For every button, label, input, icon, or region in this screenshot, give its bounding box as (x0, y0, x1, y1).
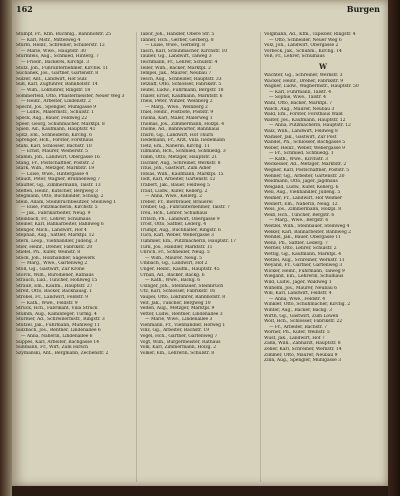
directory-entry: Specht, Jos., Spengler, Mühlgasse 9 (16, 104, 97, 110)
directory-entry: Sommerfeld, Otto, Pflastermeister, Neuer Weg 3 (16, 93, 125, 99)
directory-entry: Speer, Georg, Schuhmacher, Marktpl. 8 (16, 121, 105, 127)
directory-entry: Stephan, Aug., Sattler, Marktpl. 12 (16, 233, 95, 239)
directory-entry: Stenger, Mich., Landwirt, Hof 4 (16, 227, 87, 233)
directory-entry: Wettig, Gg., Kaufmann, Marktpl. 4 (264, 251, 342, 257)
directory-entry: Umbach, Gg., Landwirt, Hof 2 (140, 261, 208, 267)
directory-entry: Suppes, Karl, Arbeiter, Bachgasse 14 (16, 339, 100, 345)
directory-entry: Sturmfels, Aug., Schmied, Hinterg. 7 (16, 54, 99, 60)
directory-entry: Weigand, Ludw., Küfer, Kellerg. 6 (264, 184, 339, 190)
directory-entry: Sprenger, Hch., Förster, Forsthaus (16, 138, 94, 144)
directory-entry: Vogel, Hch., Gärtner, Gartenweg 7 (140, 334, 218, 340)
directory-columns (16, 32, 384, 482)
directory-entry: Wiegand, Em., Lehrerin, Schulhaus (264, 274, 344, 280)
directory-entry: Utz, Karl, Schlosser, Fabrikstr. 16 (140, 289, 216, 295)
directory-entry: Tischler, Aug., Schreiner, Werkstr. 8 (140, 160, 221, 166)
book-bottom-edge (12, 486, 388, 496)
directory-entry: Wicker, Heinr., Fuhrmann, Talweg 9 (264, 268, 345, 274)
directory-entry: Stiefel, Ph., Küfer, Weinstr. 8 (16, 250, 81, 256)
directory-entry: Tauber, Gg., Landwirt, Talweg 3 (140, 54, 212, 60)
book-spine (0, 0, 12, 496)
directory-entry: Sulzer, Ant., Landwirt, Hof Sulz (16, 76, 87, 82)
directory-entry: Werner, Otto, Lehrer, Schulstr. 2 (264, 246, 337, 252)
directory-entry: Stützel, Jak., Fuhrmann, Mühlweg 11 (16, 322, 100, 328)
directory-entry: Ullrich, Fr., Schneider, Neug. 5 (140, 250, 210, 256)
directory-entry: Trumpf, Aug., Buchhalter, Ringstr. 6 (140, 227, 221, 233)
directory-entry: Teller, Wilh., Bäcker, Marktpl. 2 (140, 65, 211, 71)
directory-entry: Timm, Otto, Metzger, Hauptstr. 21 (140, 155, 218, 161)
directory-entry: Tetzlaff, Otto, Schlosser, Fabrikstr. 5 (140, 82, 222, 88)
directory-entry: Teufel, Ludw., Fuhrmann, Bergstr. 18 (140, 87, 224, 93)
directory-entry: Weis, Jos., Zimmermann, Holzpl. 8 (264, 207, 342, 213)
directory-entry: Streit, Otto, Bäcker, Backhausg. 1 (16, 289, 93, 295)
directory-entry: — Friedr., Bäckerei, Kirchpl. 3 (21, 59, 90, 65)
directory-entry: Stumm, Aug., Kaminfeger, Turmg. 4 (16, 311, 97, 317)
page-header (12, 3, 388, 15)
directory-entry: — Marie, Wwe., Hauptstr. 30 (21, 48, 86, 54)
directory-entry: Stegmann, Otto, Buchbinder, Schulg. 2 (16, 194, 104, 200)
directory-entry: — Wilh., Lokführer, Ringstr. 18 (21, 87, 91, 93)
directory-entry: — Fr., Schmied, Schmiedg. 1 (269, 151, 334, 157)
directory-entry: Weinert, Em., Näherin, Neug. 12 (264, 201, 338, 207)
directory-entry: Süßmann, Fr., Wirt, Zum Hirsch (16, 345, 88, 351)
directory-entry: — Karl, Fuhrmann, Talstr. 4 (269, 89, 332, 95)
directory-entry: Stutz, Joh., Fuhrunternehmer, Kirchw. 11 (16, 65, 109, 71)
directory-entry: Will, Karl, Landwirt, Feldstr. 4 (264, 291, 332, 297)
directory-entry: Zahn, Wilh., Zahnarzt, Hauptstr. 8 (264, 341, 341, 347)
directory-entry: — Kath., Wwe., Backg. 6 (145, 278, 201, 284)
directory-entry: Thoma, Karl, Maler, Malerweg 1 (140, 115, 213, 121)
directory-entry: Wörner, Ph., Küfer, Weinstr. 5 (264, 330, 330, 336)
directory-entry: — Jak., Fabrikarbeiter, Neug. 9 (21, 211, 91, 216)
directory-entry: — Anna, Wwe., Feldstr. 4 (269, 296, 326, 302)
directory-entry: Speck, Aug., Bauer, Feldweg 22 (16, 115, 88, 121)
book-edge (388, 0, 400, 496)
directory-entry: Wald, Em., Förster, Forsthaus Wald (264, 112, 343, 118)
directory-entry: Teichmann, Fr., Lehrer, Schulstr. 4 (140, 59, 218, 65)
directory-entry: — Kath., Wwe., Kirchstr. 3 (269, 156, 328, 162)
directory-entry: Tümmler, Em., Putzmacherin, Hauptstr. 17 (140, 238, 236, 244)
directory-entry: Usinger, Joh., Steinhauer, Steinbruch (140, 283, 224, 289)
directory-entry: — Marg., Wwe., Bergstr. 6 (269, 218, 329, 224)
directory-entry: Volgmann, Ad., Kfm., Tapezier, Ringstr. 4 (264, 32, 356, 37)
directory-entry: Strauß, Em., Kaufm., Hauptstr. 27 (16, 283, 93, 289)
directory-entry: Wamser, Jak., Gastwirt, Zur Post (264, 134, 337, 140)
directory-entry: — Sophie, Wwe., Talstr. 4 (269, 95, 326, 101)
directory-entry: Spieß, Ad., Kaufmann, Hauptstr. 41 (16, 127, 96, 133)
directory-entry: Weiß, Hch., Tüncher, Bergstr. 6 (264, 212, 335, 218)
directory-entry: — Anna, Wwe., Kellerg. 2 (145, 194, 202, 200)
directory-entry: Szymanski, Ant., Bergmann, Zechenstr. 2 (16, 350, 109, 356)
directory-entry: — Kath., Wwe., Feldstr. 9 (21, 300, 78, 306)
page-number: 162 (16, 4, 33, 14)
column-3 (264, 32, 384, 482)
directory-entry: Tillmann, Hch., Schmied, Schmiedg. 3 (140, 149, 226, 155)
column-1 (16, 32, 137, 482)
directory-entry: Stumpf, Fr., Kfm. Buchhlg., Bahnhofstr. 25 (16, 32, 111, 37)
directory-entry: Staudt, Peter, Wagner, Brunnenweg 7 (16, 177, 101, 183)
directory-entry: Stern, Leop., Viehhändler, Judeng. 3 (16, 238, 98, 244)
directory-entry: Treiber, Gg., Fuhrunternehmer, Talstr. 7 (140, 205, 230, 211)
directory-entry: Tritsch, Ph., Landwirt, Obergasse 9 (140, 216, 220, 222)
directory-entry: Wegner, Karl, Postschaffner, Poststr. 5 (264, 168, 350, 174)
directory-entry: Unger, Heinr., Kaufm., Hauptstr. 45 (140, 266, 220, 272)
directory-entry: Stang, Fr., Postschaffner, Poststr. 2 (16, 160, 95, 166)
directory-entry: — Heinr., Arbeiter, Lindenstr. 2 (21, 99, 91, 105)
directory-entry: Volk, Karl, Zimmermann, Holzg. 2 (140, 345, 217, 351)
directory-entry: Stürmer, Ad., Schreinermstr., Ringstr. 3 (16, 317, 105, 323)
directory-entry: Treber, Fr., Bierbrauer, Brauerei (140, 199, 213, 205)
directory-entry: Vogt, Wilh., Bürgermeister, Rathaus (140, 339, 221, 345)
section-letter: W (319, 61, 327, 71)
directory-entry: Zinn, Aug., Spengler, Mühlgasse 3 (264, 358, 341, 364)
directory-entry: — Marie, Wwe., Lindenallee 3 (145, 317, 213, 323)
directory-entry: Vorbeck, Jak., Schuhm., Kirchg. 14 (264, 48, 342, 54)
directory-entry: Stauffer, Gg., Zimmermann, Talstr. 13 (16, 183, 101, 189)
directory-entry: Wild, Ludw., Jäger, Waldweg 1 (264, 279, 332, 285)
directory-entry: Winter, Aug., Bäcker, Backg. 3 (264, 307, 332, 313)
directory-entry: Stoll, Gg., Gastwirt, Zur Krone (16, 266, 85, 272)
directory-entry: Strobel, Fr., Landwirt, Feldstr. 9 (16, 294, 88, 300)
directory-entry: Wilhelm, Jos., Maurer, Neubau 6 (264, 285, 337, 291)
directory-entry: Velten, Aug., Metzger, Marktpl. 9 (140, 306, 215, 312)
directory-entry: Zeller, Karl, Schreiner, Werkstr. 14 (264, 347, 342, 353)
directory-entry: Tabor, Joh., Händler, Obere Str. 5 (140, 32, 215, 37)
directory-entry: Tanner, Hch., Gerber, Gerberg. 8 (140, 37, 214, 43)
directory-entry: Tiedemann, Fr., Arzt, Villa Tiedemann (140, 138, 225, 144)
directory-entry: Struck, Hch., Fabrikant, Villa Struck (16, 306, 98, 312)
directory-entry: Wahl, Otto, Bäcker, Marktpl. 7 (264, 100, 332, 106)
directory-entry: Stock, Joh., Holzhändler, Sägewerk (16, 255, 95, 261)
directory-entry: Trost, Otto, Sattler, Lederg. 4 (140, 222, 207, 228)
directory-entry: Wehner, Gg., Arbeiter, Gartenstr. 20 (264, 173, 345, 179)
directory-entry: Tempel, Jak., Maurer, Neubau 7 (140, 71, 212, 77)
directory-entry: Tietz, Em., Näherin, Kirchg. 11 (140, 143, 210, 149)
directory-entry: Wirth, Gg., Gastwirt, Zum Löwen (264, 313, 339, 319)
directory-entry: Viehmann, Fr., Viehhändler, Hofweg 1 (140, 322, 226, 328)
directory-entry: Weber, Heinr., Weber, Webergasse 9 (264, 145, 345, 151)
directory-entry: — Luise, Wwe., Gerberg. 8 (145, 43, 205, 49)
directory-entry: Trabert, Jak., Bauer, Feldweg 5 (140, 183, 210, 189)
directory-entry: Thurn, Gg., Landwirt, Hof Thurn (140, 132, 214, 138)
directory-entry: Todt, Karl, Arbeiter, Gartenstr. 12 (140, 177, 216, 183)
directory-entry: Weil, Aug., Viehhändler, Judeng. 5 (264, 190, 341, 196)
directory-entry: Stier, Heinr., Dreher, Fabrikstr. 20 (16, 244, 93, 250)
directory-entry: Steinbach, Fr., Lehrer, Schulhaus (16, 216, 91, 222)
directory-entry: Thiel, Heinr., Postbote, Poststr. 9 (140, 110, 214, 116)
directory-entry: Sturm, Heinr., Schreiner, Schillerstr. 12 (16, 43, 105, 49)
directory-entry: — Karl, Mstr., Mittelweg 4 (21, 37, 81, 43)
directory-entry: Zimmer, Otto, Maurer, Neubau 9 (264, 352, 338, 358)
directory-entry: Vinz, Gg., Arbeiter, Bachstr. 19 (140, 328, 210, 334)
directory-entry: — Marg., Wwe., Gartenweg 2 (21, 261, 88, 267)
directory-entry: Stark, Wilh., Metzger, Marktstr. 19 (16, 166, 95, 172)
directory-entry: Wandel, Ph., Schlosser, Bachgasse 5 (264, 140, 346, 146)
directory-entry: — Wilh., Maurer, Neug. 5 (145, 255, 202, 261)
directory-entry: Stahl, Karl, Schlosser, Bachstr. 10 (16, 143, 92, 149)
directory-entry: — Marg., Wwe., Weinberg 2 (145, 104, 208, 110)
column-2 (140, 32, 261, 482)
directory-entry: Weyand, Fr., Gärtner, Gartenweg 3 (264, 263, 343, 269)
directory-entry: Urban, Ad., Bäcker, Backg. 6 (140, 272, 205, 278)
directory-entry: Volz, Joh., Landwirt, Obergasse 2 (264, 43, 339, 49)
directory-entry: Thome, Ad., Bahnwärter, Bahnhaus (140, 127, 220, 133)
directory-entry: — Otto, Schneider, Neuer Weg 6 (269, 37, 342, 43)
directory-entry: Weckesser, Ad., Metzger, Marktstr. 2 (264, 162, 347, 168)
directory-entry: Steiner, Karl, Bahnarbeiter, Bahnweg 6 (16, 222, 104, 228)
directory-entry: Wacker, Heinr., Dreher, Fabrikstr. 9 (264, 78, 344, 84)
directory-page (12, 0, 388, 486)
directory-entry: Stamm, Joh., Landwirt, Obergasse 16 (16, 155, 100, 161)
directory-entry: Welker, Karl, Bahnarbeiter, Bahnweg 2 (264, 229, 351, 235)
directory-entry: Wetzel, Aug., Schreiner, Werkstr. 11 (264, 257, 345, 263)
directory-entry: Spitz, Em., Schneiderin, Kirchg. 6 (16, 132, 92, 138)
directory-entry: Tobias, Wilh., Kaufmann, Marktpl. 15 (140, 171, 224, 177)
directory-entry: Theis, Peter, Winzer, Weinberg 2 (140, 99, 213, 105)
directory-entry: Süß, Karl, Zugführer, Bahnhofstr. 14 (16, 82, 98, 88)
directory-entry: — Elise, Putzmacherin, Kirchstr. 5 (21, 205, 98, 211)
directory-entry: Tasch, Karl, Schuhmacher, Kirchstr. 10 (140, 48, 228, 54)
directory-entry: Traut, Ludw., Küfer, Kellerg. 2 (140, 188, 208, 194)
directory-entry: Völker, Em., Lehrerin, Schulstr. 8 (140, 350, 215, 356)
directory-entry: — Ludw., Malermstr., Schulstr. 1 (21, 110, 94, 116)
directory-entry: Veit, Jak., Tüncher, Bergweg 10 (140, 300, 211, 306)
directory-entry: Wagner, Ludw., Wagnermstr., Hauptstr. 50 (264, 84, 359, 90)
directory-entry: Sulzbach, Jos., Rentner, Lindenallee 6 (16, 328, 101, 334)
running-head: Burgen (346, 4, 380, 14)
directory-entry: Walch, Aug., Maurer, Neubau 3 (264, 106, 335, 112)
directory-entry: Wolf, Hch., Schlosser, Fabrikstr. 22 (264, 319, 343, 325)
directory-entry: — Luise, Wwe., Hintergasse 4 (21, 171, 89, 177)
directory-entry: Suchanek, Jos., Gärtner, Gartenstr. 8 (16, 71, 99, 77)
directory-entry: Vaupel, Otto, Lokführer, Bahnhofstr. 8 (140, 294, 226, 300)
directory-entry: Vetter, Ludw., Rentner, Lindenallee 3 (140, 311, 223, 317)
directory-entry: Türk, Jos., Händler, Marktstr. 11 (140, 244, 213, 250)
directory-entry: Weidmann, Otto, Jäger, Jagdhaus (264, 179, 338, 185)
directory-entry: — Anna, Putzmacherin, Hauptstr. 12 (269, 123, 351, 129)
directory-entry: — Fr., Arbeiter, Bachstr. 7 (269, 324, 327, 330)
directory-entry: Voß, Fr., Lehrer, Schulhaus (264, 54, 325, 60)
directory-entry: Weimer, Fr., Landwirt, Hof Weimer (264, 196, 342, 202)
directory-entry: Titus, Joh., Gastwirt, Zum Adler (140, 166, 212, 172)
directory-entry: Tesch, Aug., Schneider, Hauptstr. 33 (140, 76, 222, 82)
directory-entry: — Anna, Näherin, Lindenallee 6 (21, 334, 93, 340)
directory-entry: Thomas, Jos., Zimmermann, Holzpl. 4 (140, 121, 225, 127)
directory-entry: Winkler, Otto, Schuhmacher, Kirchg. 2 (264, 302, 351, 308)
directory-entry: Treu, Hch., Lehrer, Schulhaus (140, 211, 208, 216)
directory-entry: Wüst, Jak., Landwirt, Hof 7 (264, 335, 325, 341)
directory-entry: Strauch, Lud., Tüncher, Hohlweg 15 (16, 278, 98, 284)
directory-entry: Weitzel, Wilh., Steinhauer, Steinweg 4 (264, 224, 350, 229)
directory-entry: Tuch, Karl, Weber, Webergasse 3 (140, 233, 214, 239)
directory-entry: Walz, Wilh., Landwirt, Feldweg 8 (264, 128, 338, 134)
directory-entry: Stein, Adam, Steinbruchbesitzer, Steinweg 1 (16, 199, 117, 205)
directory-entry: Wenz, Ph., Sattler, Lederg. 7 (264, 240, 328, 246)
directory-entry: Wendel, Jak., Bauer, Obergasse 11 (264, 235, 341, 241)
directory-entry: Walter, Jos., Kaufmann, Hauptstr. 12 (264, 117, 346, 123)
directory-entry: Steffen, Heinr., Kutscher, Bergweg 3 (16, 188, 98, 194)
directory-entry: Wachter, Gg., Schreiner, Werkstr. 3 (264, 72, 343, 78)
directory-entry: Storck, Wilh., Bürodiener, Rathaus (16, 272, 94, 278)
directory-entry: — Ernst, Maurer, Weiherstr. 5 (21, 149, 88, 155)
directory-entry: Thaler, Ernst, Kaufmann, Marktstr. 6 (140, 93, 223, 99)
